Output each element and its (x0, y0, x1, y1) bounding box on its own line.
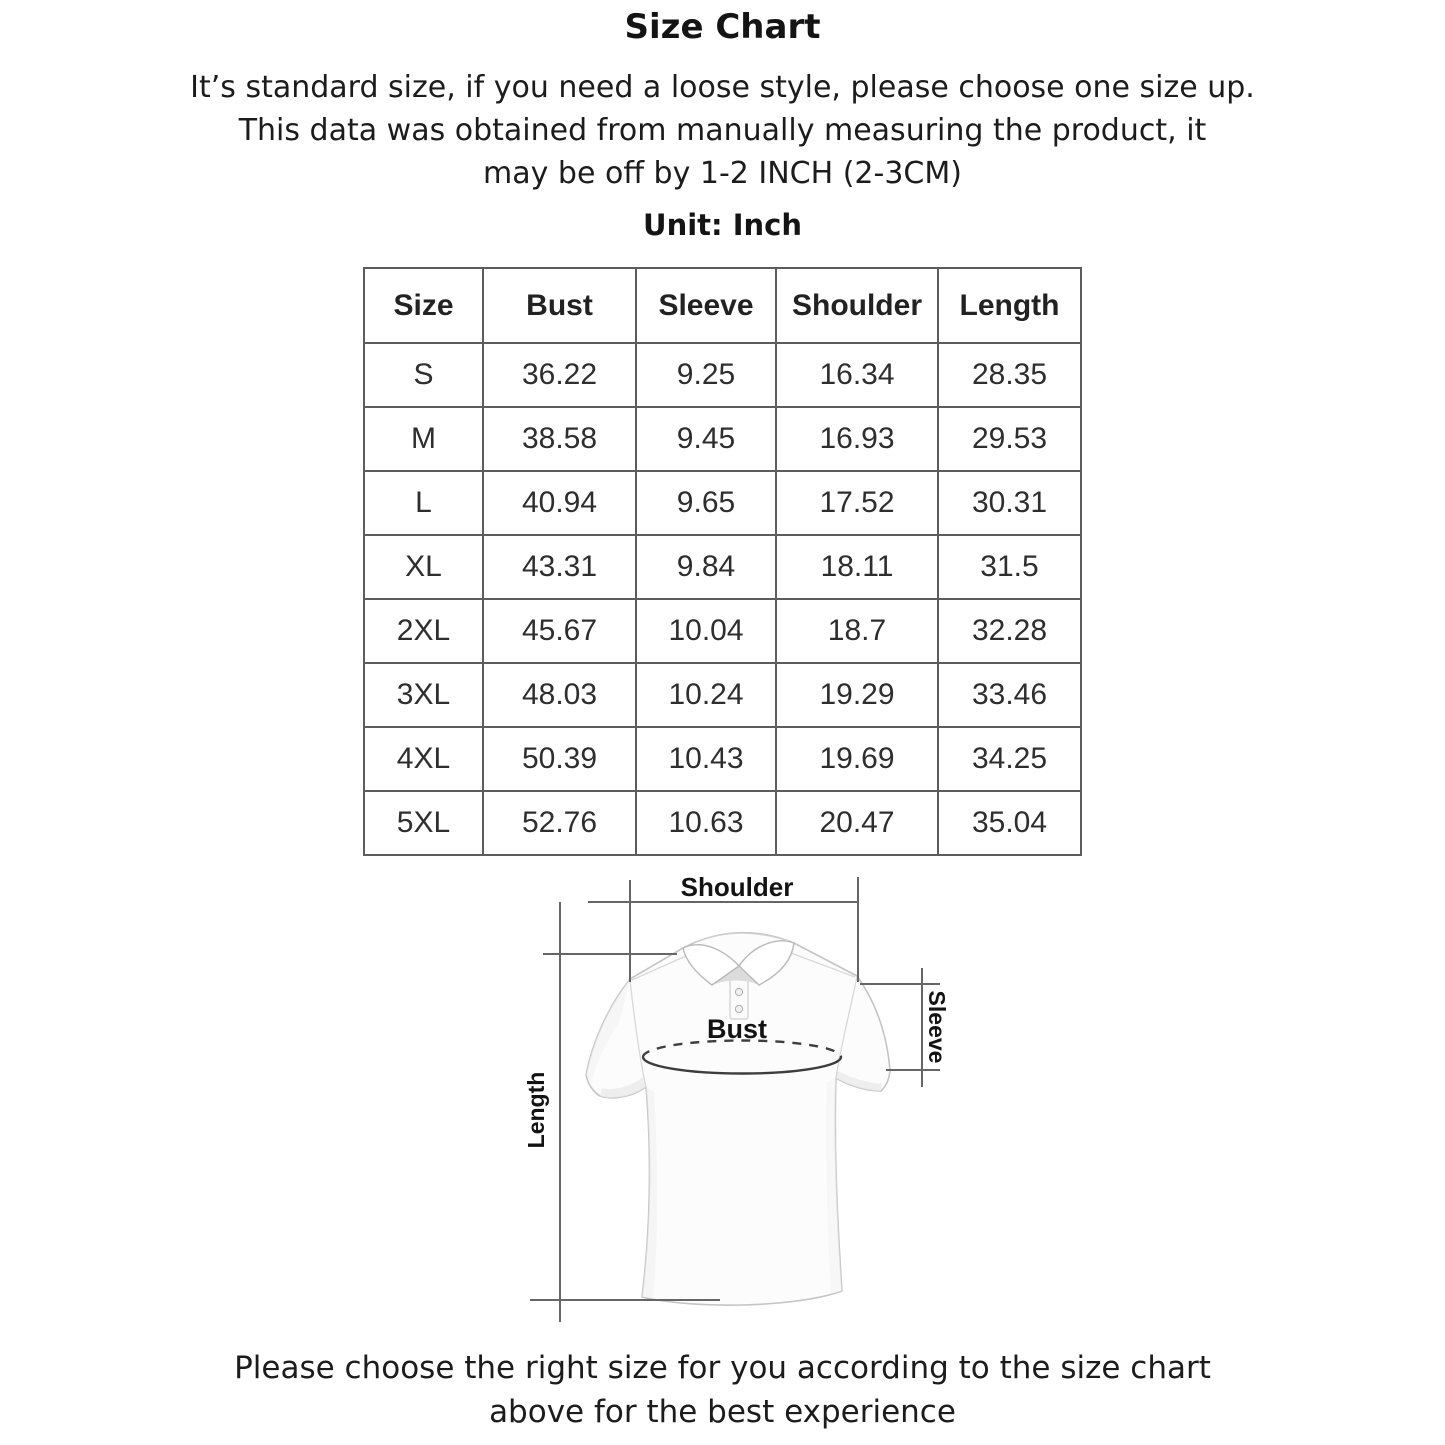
cell-length: 30.31 (938, 471, 1081, 535)
cell-sleeve: 9.84 (636, 535, 776, 599)
polo-shirt-illustration (586, 933, 890, 1306)
cell-sleeve: 10.43 (636, 727, 776, 791)
cell-size: 2XL (364, 599, 483, 663)
button (735, 988, 742, 995)
bust-label: Bust (707, 1014, 767, 1044)
cell-bust: 36.22 (483, 343, 636, 407)
size-description (0, 66, 1445, 195)
cell-size: 5XL (364, 791, 483, 855)
column-header-sleeve: Sleeve (636, 268, 776, 343)
cell-sleeve: 9.25 (636, 343, 776, 407)
cell-sleeve: 10.24 (636, 663, 776, 727)
cell-size: 3XL (364, 663, 483, 727)
cell-size: XL (364, 535, 483, 599)
cell-bust: 50.39 (483, 727, 636, 791)
cell-length: 34.25 (938, 727, 1081, 791)
cell-bust: 40.94 (483, 471, 636, 535)
cell-length: 33.46 (938, 663, 1081, 727)
column-header-shoulder: Shoulder (776, 268, 938, 343)
description-line-1: It’s standard size, if you need a loose style, please choose one size up. (190, 70, 1255, 105)
description-line-3: may be off by 1-2 INCH (2-3CM) (483, 156, 962, 191)
cell-shoulder: 20.47 (776, 791, 938, 855)
cell-length: 35.04 (938, 791, 1081, 855)
cell-bust: 48.03 (483, 663, 636, 727)
column-header-bust: Bust (483, 268, 636, 343)
table-row (364, 407, 1081, 471)
cell-bust: 43.31 (483, 535, 636, 599)
length-label: Length (523, 1071, 549, 1149)
cell-sleeve: 10.04 (636, 599, 776, 663)
table-row (364, 663, 1081, 727)
cell-length: 32.28 (938, 599, 1081, 663)
measurement-diagram (500, 860, 990, 1340)
cell-length: 31.5 (938, 535, 1081, 599)
cell-shoulder: 18.7 (776, 599, 938, 663)
description-line-2: This data was obtained from manually measuring the product, it (238, 113, 1207, 148)
cell-bust: 45.67 (483, 599, 636, 663)
cell-size: S (364, 343, 483, 407)
size-table (363, 267, 1082, 856)
shirt-diagram (500, 860, 990, 1340)
cell-length: 29.53 (938, 407, 1081, 471)
table-row (364, 343, 1081, 407)
cell-shoulder: 16.93 (776, 407, 938, 471)
footer-line-2: above for the best experience (489, 1394, 956, 1430)
footer-note (0, 1346, 1445, 1434)
table-row (364, 791, 1081, 855)
shoulder-label: Shoulder (680, 872, 794, 902)
cell-sleeve: 9.45 (636, 407, 776, 471)
cell-shoulder: 18.11 (776, 535, 938, 599)
sleeve-label: Sleeve (924, 990, 950, 1064)
cell-sleeve: 9.65 (636, 471, 776, 535)
table-row (364, 599, 1081, 663)
cell-size: L (364, 471, 483, 535)
cell-shoulder: 19.29 (776, 663, 938, 727)
footer-line-1: Please choose the right size for you according to the size chart (234, 1350, 1211, 1386)
table-header-row (364, 268, 1081, 343)
unit-label: Unit: Inch (643, 208, 802, 242)
cell-bust: 52.76 (483, 791, 636, 855)
table-row (364, 535, 1081, 599)
cell-bust: 38.58 (483, 407, 636, 471)
cell-shoulder: 19.69 (776, 727, 938, 791)
column-header-size: Size (364, 268, 483, 343)
button (735, 1005, 742, 1012)
table-row (364, 727, 1081, 791)
cell-shoulder: 16.34 (776, 343, 938, 407)
cell-shoulder: 17.52 (776, 471, 938, 535)
cell-length: 28.35 (938, 343, 1081, 407)
column-header-length: Length (938, 268, 1081, 343)
cell-size: M (364, 407, 483, 471)
table-row (364, 471, 1081, 535)
page-title: Size Chart (624, 7, 821, 47)
cell-size: 4XL (364, 727, 483, 791)
cell-sleeve: 10.63 (636, 791, 776, 855)
